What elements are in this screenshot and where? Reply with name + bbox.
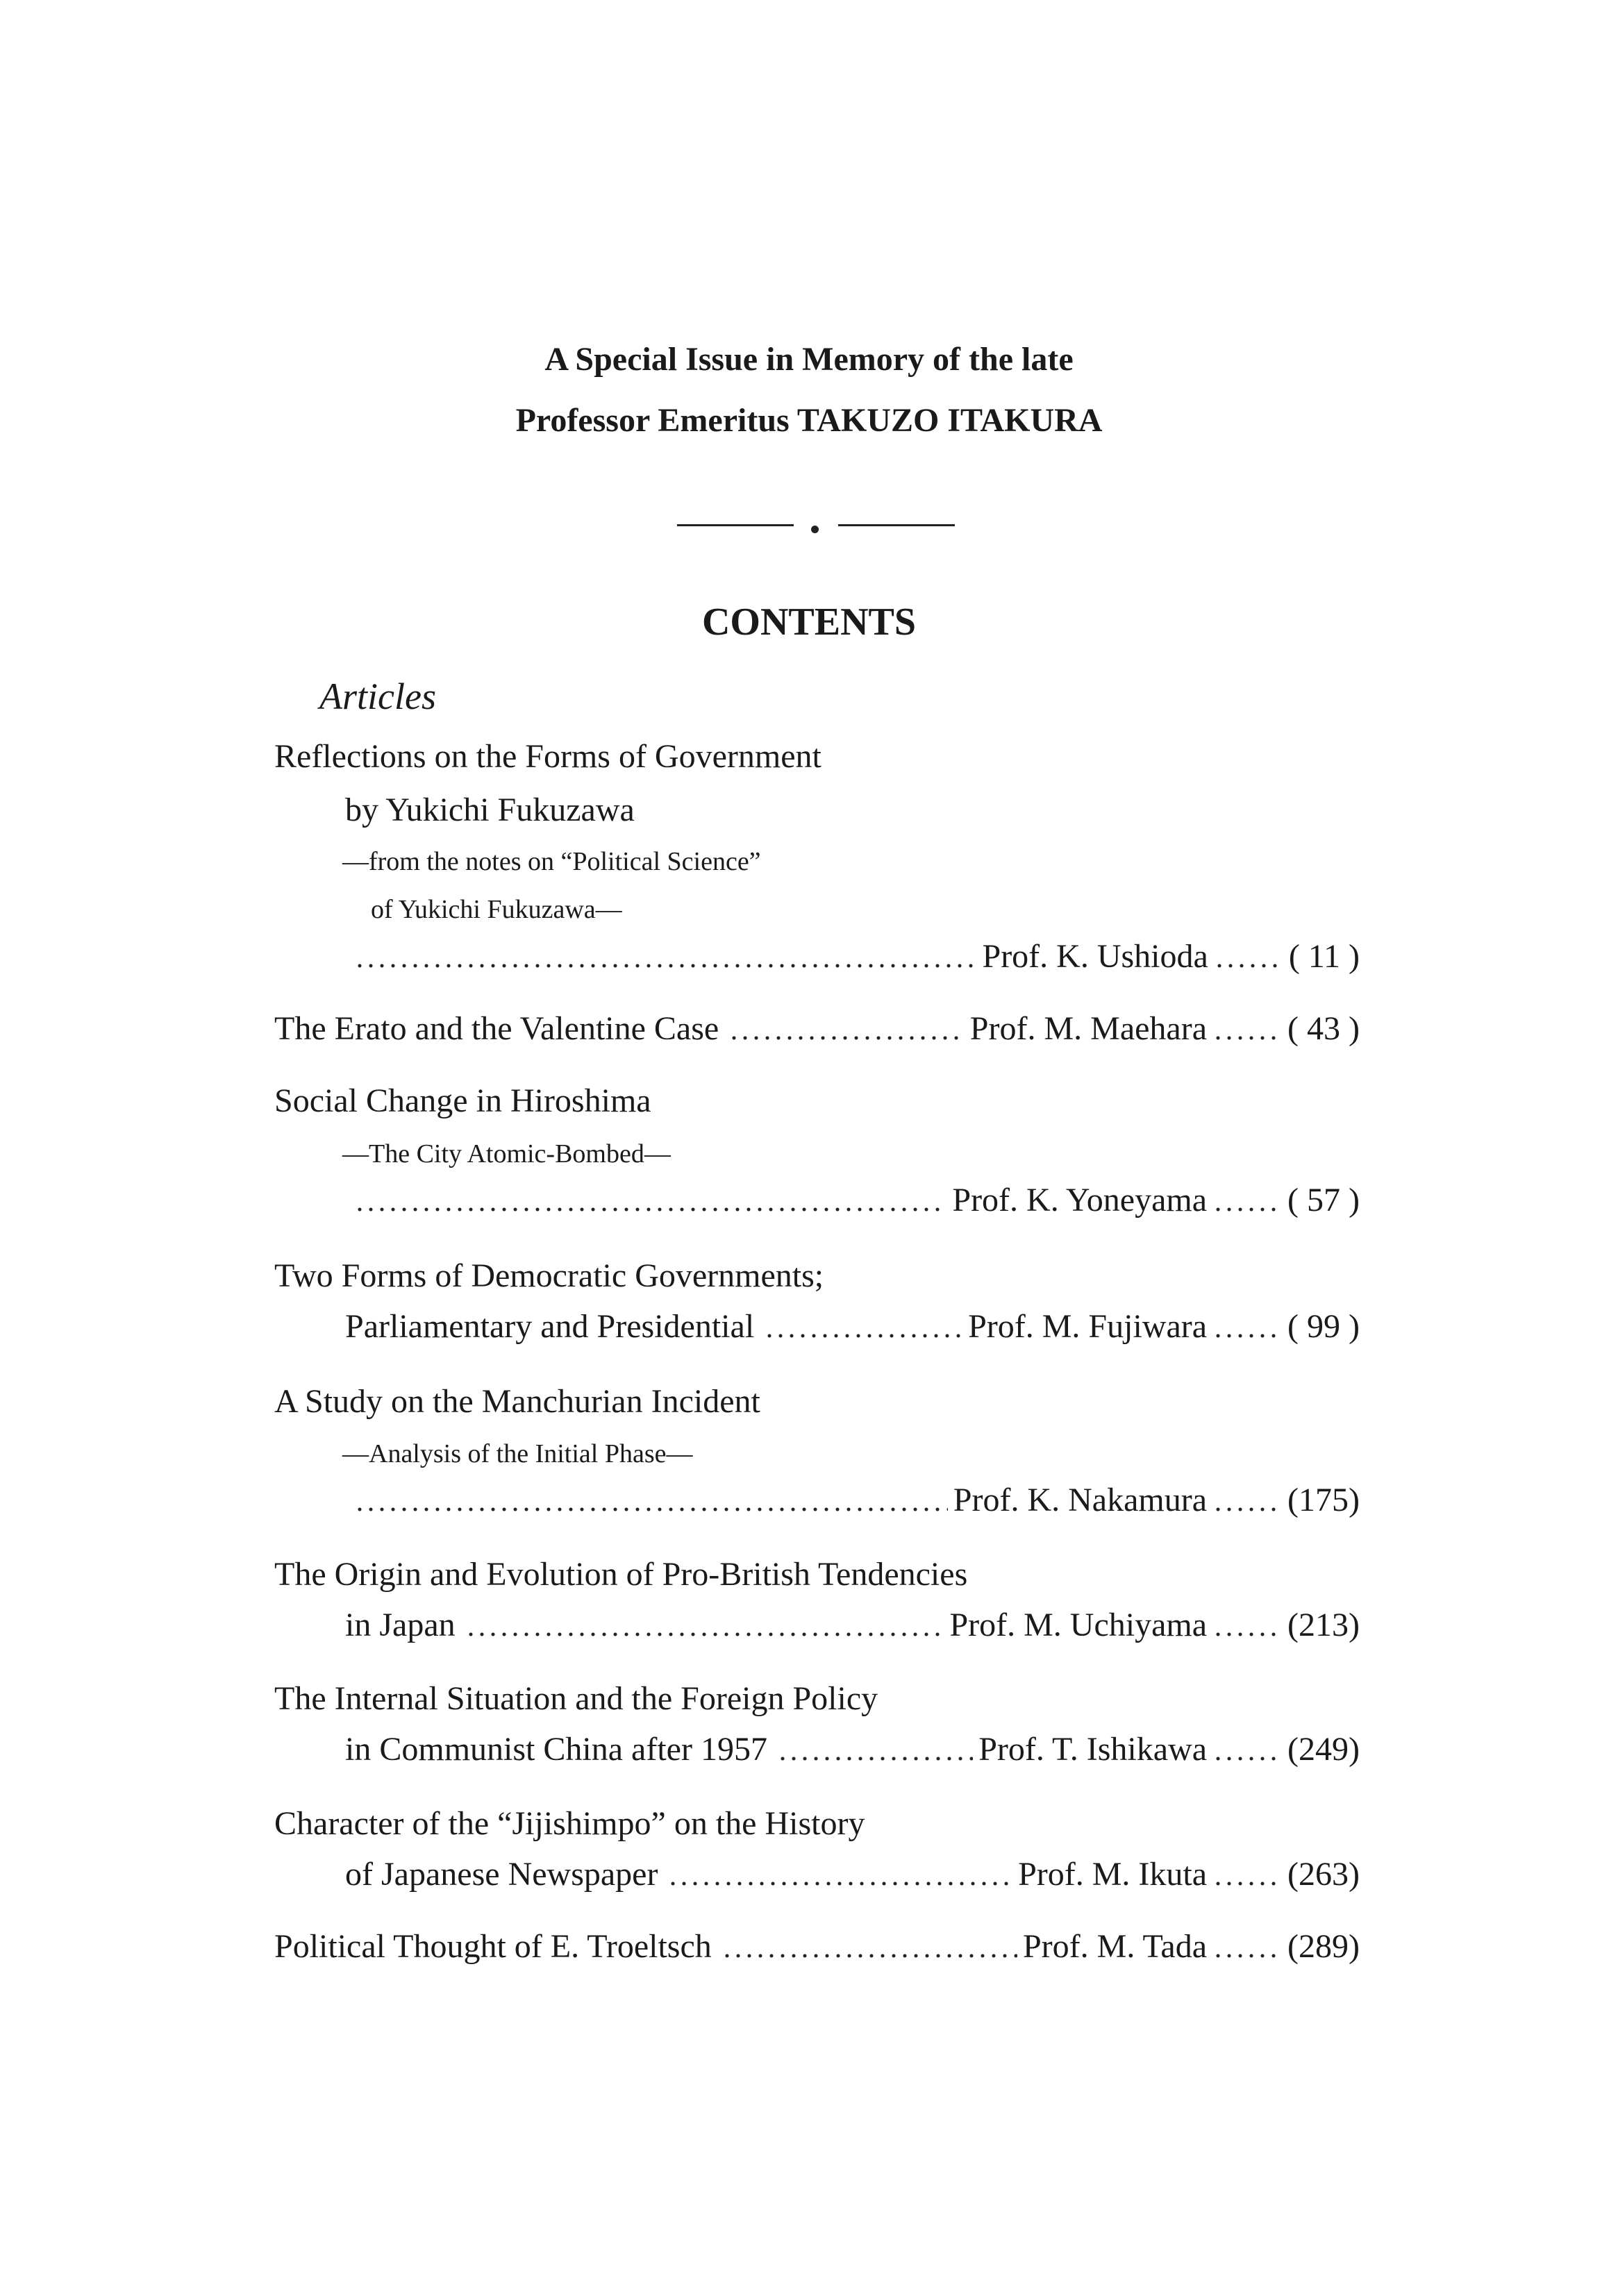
dedication-line-2: Professor Emeritus TAKUZO ITAKURA (515, 402, 1103, 439)
toc-page-number: ( 43 ) (1287, 1010, 1360, 1047)
toc-author: Prof. K. Yoneyama (952, 1182, 1208, 1218)
toc-author: Prof. M. Tada (1022, 1928, 1208, 1965)
divider-dot (811, 526, 819, 533)
leader-dots (1212, 1206, 1282, 1213)
toc-title-line: The Internal Situation and the Foreign Policy (274, 1680, 878, 1717)
leader-dots (1212, 1034, 1282, 1041)
toc-subtitle-line: —from the notes on “Political Science” (342, 847, 761, 876)
toc-page-number: (289) (1287, 1928, 1360, 1965)
toc-title-line: The Origin and Evolution of Pro-British Tendencies (274, 1556, 968, 1593)
leader-dots (1212, 1631, 1282, 1638)
toc-title-line: The Erato and the Valentine Case (274, 1010, 719, 1047)
toc-entry-row[interactable] (349, 1482, 1360, 1517)
toc-page-number: (249) (1287, 1731, 1360, 1768)
leader-dots (1212, 1952, 1282, 1959)
toc-page-number: (213) (1287, 1607, 1360, 1643)
leader-dots (1214, 962, 1283, 969)
toc-subtitle-line: of Yukichi Fukuzawa— (371, 895, 622, 924)
leader-dots (728, 1034, 965, 1041)
leader-dots (1212, 1880, 1282, 1887)
toc-page-number: ( 11 ) (1288, 938, 1360, 975)
toc-entry-row[interactable] (349, 939, 1360, 973)
divider-rule-right (838, 524, 955, 526)
toc-title-line: Political Thought of E. Troeltsch (274, 1928, 712, 1965)
toc-title-line: Parliamentary and Presidential (345, 1308, 755, 1345)
toc-page-number: (175) (1287, 1482, 1360, 1518)
toc-title-line: Character of the “Jijishimpo” on the History (274, 1805, 865, 1842)
toc-entry-row[interactable] (274, 1011, 1360, 1046)
leader-dots (465, 1631, 944, 1638)
leader-dots (777, 1755, 973, 1762)
section-title-articles: Articles (319, 676, 436, 717)
toc-title-line: Reflections on the Forms of Government (274, 738, 821, 775)
toc-author: Prof. M. Uchiyama (949, 1607, 1208, 1643)
leader-dots (1212, 1332, 1282, 1339)
toc-author: Prof. M. Maehara (969, 1010, 1208, 1047)
toc-title-line: A Study on the Manchurian Incident (274, 1383, 760, 1420)
contents-heading: CONTENTS (701, 601, 917, 644)
toc-author: Prof. K. Nakamura (953, 1482, 1208, 1518)
toc-title-line: in Japan (345, 1607, 456, 1643)
toc-page-number: ( 99 ) (1287, 1308, 1360, 1345)
toc-page-number: (263) (1287, 1856, 1360, 1893)
divider-rule-left (677, 524, 794, 526)
toc-title-line: Two Forms of Democratic Governments; (274, 1257, 824, 1294)
leader-dots (1212, 1755, 1282, 1762)
leader-dots (354, 962, 977, 969)
toc-author: Prof. T. Ishikawa (978, 1731, 1208, 1768)
leader-dots (764, 1332, 962, 1339)
toc-title-line: of Japanese Newspaper (345, 1856, 658, 1893)
toc-author: Prof. M. Fujiwara (968, 1308, 1208, 1345)
ornament-divider (677, 517, 955, 533)
toc-title-line: in Communist China after 1957 (345, 1731, 767, 1768)
toc-author: Prof. K. Ushioda (982, 938, 1208, 975)
toc-entry-row[interactable] (345, 1607, 1360, 1642)
toc-page-number: ( 57 ) (1287, 1182, 1360, 1218)
toc-subtitle-line: —Analysis of the Initial Phase— (342, 1439, 693, 1468)
leader-dots (722, 1952, 1017, 1959)
toc-entry-row[interactable] (274, 1929, 1360, 1963)
leader-dots (667, 1880, 1012, 1887)
toc-title-line: Social Change in Hiroshima (274, 1082, 651, 1119)
toc-subtitle-line: —The City Atomic-Bombed— (342, 1139, 671, 1168)
leader-dots (354, 1506, 948, 1513)
leader-dots (354, 1206, 946, 1213)
dedication-line-1: A Special Issue in Memory of the late (544, 341, 1074, 378)
toc-entry-row[interactable] (349, 1182, 1360, 1217)
toc-title-line: by Yukichi Fukuzawa (345, 791, 635, 828)
toc-entry-row[interactable] (345, 1857, 1360, 1891)
toc-author: Prof. M. Ikuta (1018, 1856, 1208, 1893)
leader-dots (1212, 1506, 1282, 1513)
toc-entry-row[interactable] (345, 1732, 1360, 1766)
toc-entry-row[interactable] (345, 1309, 1360, 1343)
